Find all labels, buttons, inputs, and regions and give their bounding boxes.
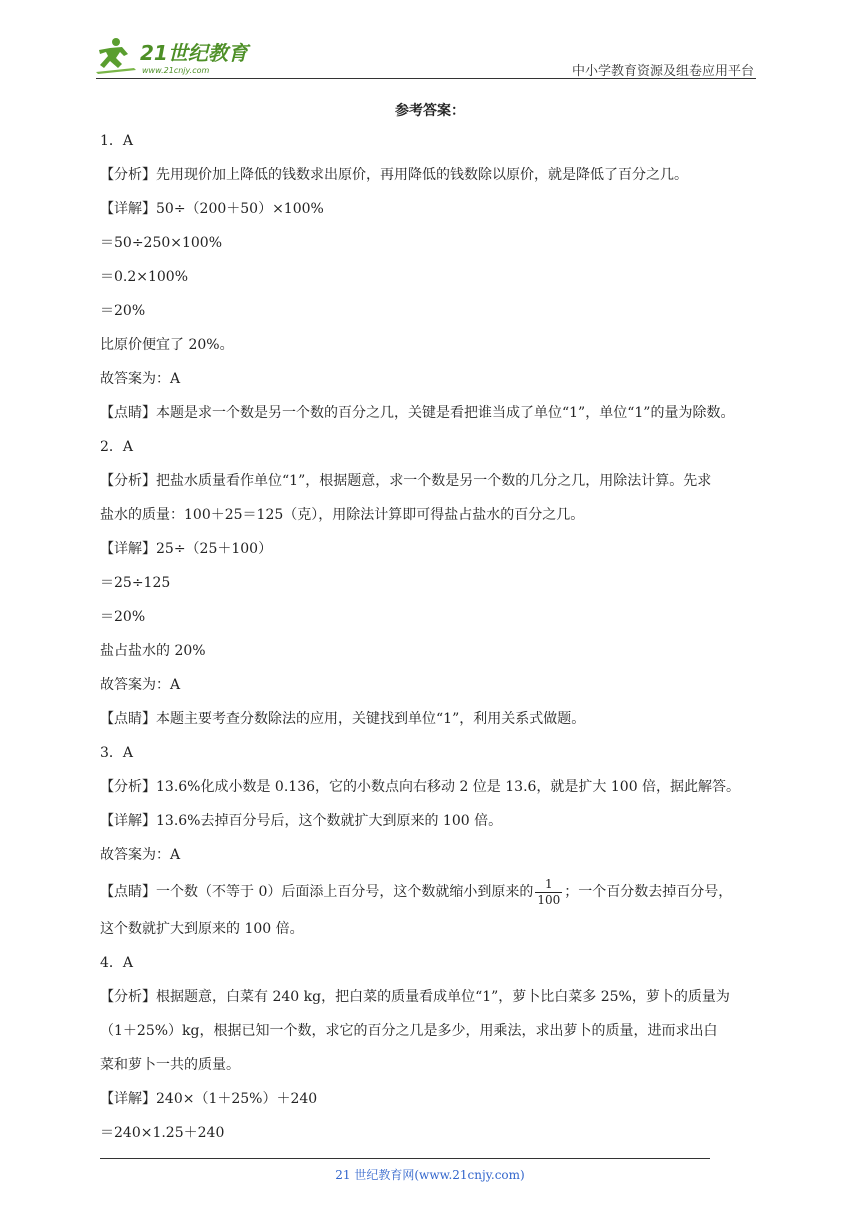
q3-point bbox=[100, 872, 760, 912]
q1-step-3: ＝20% bbox=[100, 303, 146, 319]
q2-answer: 故答案为：A bbox=[100, 677, 181, 693]
q1-answer: 故答案为：A bbox=[100, 371, 181, 387]
header-divider bbox=[96, 78, 756, 79]
q1-step-2: ＝0.2×100% bbox=[100, 269, 189, 285]
fraction-denominator: 100 bbox=[537, 892, 561, 907]
logo-text: 21世纪教育 bbox=[140, 41, 248, 65]
q1-detail: 【详解】50÷（200＋50）×100% bbox=[100, 201, 324, 217]
site-logo bbox=[94, 34, 264, 78]
page-header bbox=[0, 0, 860, 80]
q4-analysis-3: 菜和萝卜一共的质量。 bbox=[100, 1057, 240, 1073]
q2-point: 【点睛】本题主要考查分数除法的应用，关键找到单位“1”，利用关系式做题。 bbox=[100, 711, 586, 727]
q2-step-2: ＝20% bbox=[100, 609, 146, 625]
q1-number: 1．A bbox=[100, 133, 134, 149]
q2-analysis-2: 盐水的质量：100＋25＝125（克），用除法计算即可得盐占盐水的百分之几。 bbox=[100, 507, 585, 523]
q2-detail: 【详解】25÷（25＋100） bbox=[100, 541, 273, 557]
q4-analysis-2: （1＋25%）kg，根据已知一个数，求它的百分之几是多少，用乘法，求出萝卜的质量，进而求出白 bbox=[100, 1023, 718, 1039]
platform-name: 中小学教育资源及组卷应用平台 bbox=[571, 64, 754, 79]
q1-step-1: ＝50÷250×100% bbox=[100, 235, 223, 251]
fraction-numerator: 1 bbox=[535, 877, 562, 893]
q4-step-1: ＝240×1.25＋240 bbox=[100, 1125, 225, 1141]
q3-point-text-a: 【点睛】一个数（不等于 0）后面添上百分号，这个数就缩小到原来的 bbox=[100, 884, 534, 900]
q3-point-2: 这个数就扩大到原来的 100 倍。 bbox=[100, 921, 304, 937]
q4-number: 4．A bbox=[100, 955, 134, 971]
q1-analysis: 【分析】先用现价加上降低的钱数求出原价，再用降低的钱数除以原价，就是降低了百分之几。 bbox=[100, 167, 688, 183]
footer-source: 21 世纪教育网(www.21cnjy.com) bbox=[335, 1168, 525, 1182]
q4-analysis-1: 【分析】根据题意，白菜有 240 kg，把白菜的质量看成单位“1”，萝卜比白菜多 25%，萝卜的质量为 bbox=[100, 989, 730, 1005]
footer-divider bbox=[100, 1158, 710, 1159]
q3-number: 3．A bbox=[100, 745, 134, 761]
q1-point: 【点睛】本题是求一个数是另一个数的百分之几，关键是看把谁当成了单位“1”，单位“1”的量为除数。 bbox=[100, 405, 735, 421]
q1-conclusion: 比原价便宜了 20%。 bbox=[100, 337, 234, 353]
answer-content bbox=[100, 98, 760, 1150]
logo-url: www.21cnjy.com bbox=[142, 66, 210, 75]
q2-number: 2．A bbox=[100, 439, 134, 455]
q3-answer: 故答案为：A bbox=[100, 847, 181, 863]
q2-analysis-1: 【分析】把盐水质量看作单位“1”，根据题意，求一个数是另一个数的几分之几，用除法计算。先求 bbox=[100, 473, 712, 489]
q4-detail: 【详解】240×（1＋25%）＋240 bbox=[100, 1091, 318, 1107]
q3-point-text-b: ；一个百分数去掉百分号， bbox=[564, 884, 733, 900]
q2-step-1: ＝25÷125 bbox=[100, 575, 171, 591]
q3-detail: 【详解】13.6%去掉百分号后，这个数就扩大到原来的 100 倍。 bbox=[100, 813, 503, 829]
fraction-one-hundredth bbox=[535, 877, 562, 908]
q3-analysis: 【分析】13.6%化成小数是 0.136，它的小数点向右移动 2 位是 13.6，就是扩大 100 倍，据此解答。 bbox=[100, 779, 741, 795]
q2-conclusion: 盐占盐水的 20% bbox=[100, 643, 206, 659]
answer-title: 参考答案： bbox=[395, 103, 465, 119]
